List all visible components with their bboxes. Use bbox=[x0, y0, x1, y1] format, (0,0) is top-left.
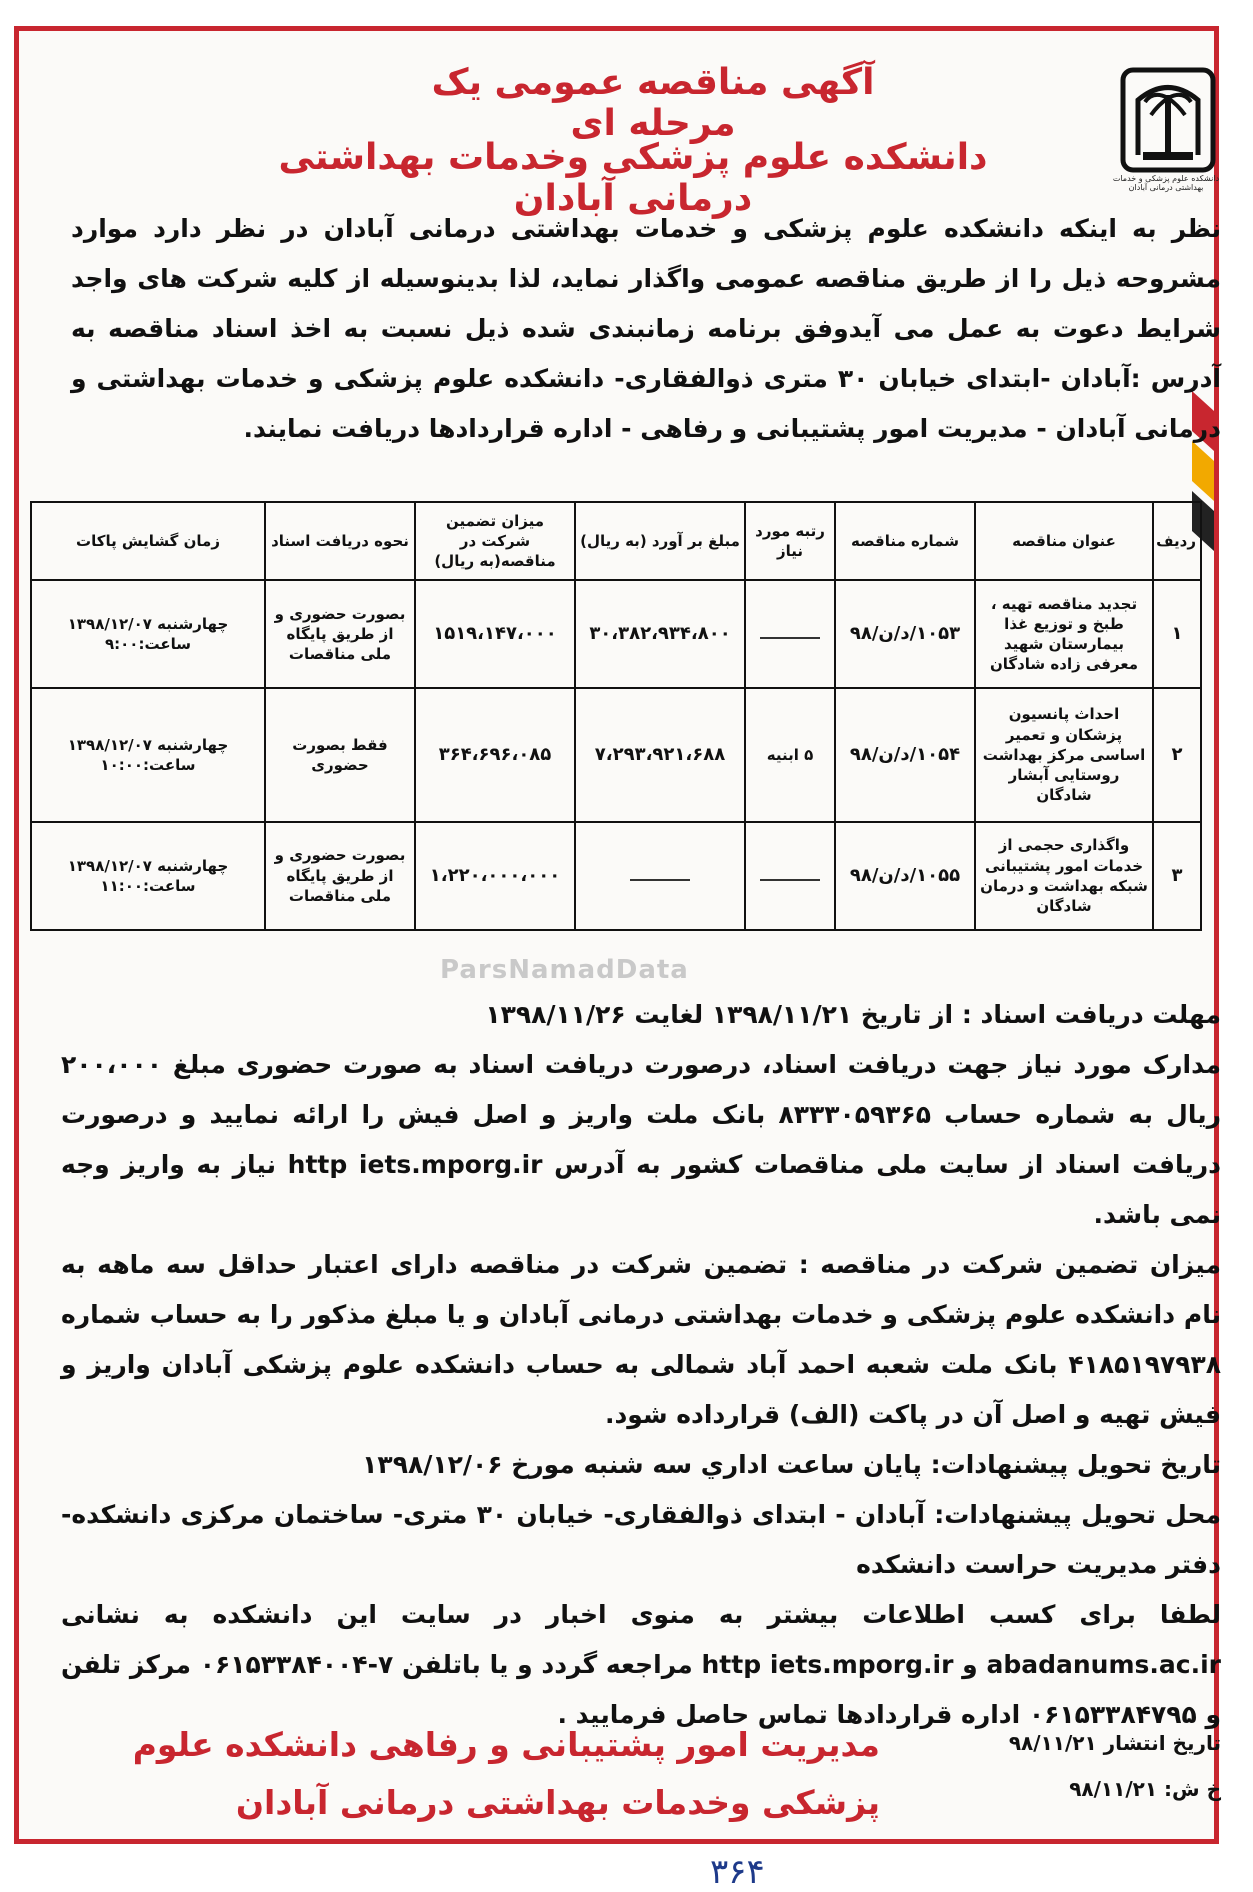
estimate-amount: ۷،۲۹۳،۹۲۱،۶۸۸ bbox=[575, 688, 745, 821]
guarantee-amount: ۱،۲۲۰،۰۰۰،۰۰۰ bbox=[415, 822, 575, 930]
col-header-grade: رتبه مورد نیاز bbox=[745, 502, 835, 580]
document-method: بصورت حضوری و از طریق پایگاه ملی مناقصات bbox=[265, 822, 415, 930]
publication-info bbox=[971, 1720, 1221, 1812]
intro-paragraph: نظر به اینکه دانشکده علوم پزشکی و خدمات بهداشتی درمانی آبادان در نظر دارد موارد مشروحه ذیل را از طریق مناقصه عمومی واگذار نماید، لذا بدینوسیله از کلیه شرکت های واجد شرایط دعوت به عمل می آیدوفق برنامه زمانبندی شده ذیل نسبت به اخذ اسناد مناقصه به آدرس :آبادان -ابتدای خیابان ۳۰ متری ذوالفقاری- دانشکده علوم پزشکی و خدمات بهداشتی و درمانی آبادان - مدیریت امور پشتیبانی و رفاهی - اداره قراردادها دریافت نمایند. bbox=[71, 214, 1221, 443]
opening-time: چهارشنبه ۱۳۹۸/۱۲/۰۷ ساعت:۱۱:۰۰ bbox=[31, 822, 265, 930]
tender-number: ۱۰۵۵/د/ن/۹۸ bbox=[835, 822, 975, 930]
opening-time: چهارشنبه ۱۳۹۸/۱۲/۰۷ ساعت:۱۰:۰۰ bbox=[31, 688, 265, 821]
col-header-guarantee: میزان تضمین شرکت در مناقصه(به ریال) bbox=[415, 502, 575, 580]
grade-cell bbox=[745, 580, 835, 688]
guarantee-details: میزان تضمین شرکت در مناقصه : تضمین شرکت در مناقصه دارای اعتبار حداقل سه ماهه به نام دانشکده علوم پزشکی و خدمات بهداشتی درمانی آبادان و یا مبلغ مذکور را به حساب شماره ۴۱۸۵۱۹۷۹۳۸ بانک ملت شعبه احمد آباد شمالی به حساب دانشکده علوم پزشکی آبادان واریز و فیش تهیه و اصل آن در پاکت (الف) قرارداده شود. bbox=[61, 1250, 1221, 1429]
empty-dash bbox=[760, 637, 820, 639]
empty-dash bbox=[760, 879, 820, 881]
required-documents: مدارک مورد نیاز جهت دریافت اسناد، درصورت دریافت اسناد به صورت حضوری مبلغ ۲۰۰،۰۰۰ ریال به شماره حساب ۸۳۳۳۰۵۹۳۶۵ بانک ملت واریز و اصل فیش را ارائه نمایید و درصورت دریافت اسناد از سایت ملی مناقصات کشور به آدرس http iets.mporg.ir نیاز به واریز وجه نمی باشد. bbox=[61, 1050, 1221, 1229]
row-number: ۲ bbox=[1153, 688, 1201, 821]
issuer-signature: مدیریت امور پشتیبانی و رفاهی دانشکده علوم پزشکی وخدمات بهداشتی درمانی آبادان bbox=[132, 1725, 880, 1822]
grade-cell: ۵ ابنیه bbox=[745, 688, 835, 821]
col-header-method: نحوه دریافت اسناد bbox=[265, 502, 415, 580]
col-header-estimate: مبلغ بر آورد (به ریال) bbox=[575, 502, 745, 580]
empty-dash bbox=[630, 879, 690, 881]
conditions-section bbox=[61, 990, 1221, 1740]
opening-time: چهارشنبه ۱۳۹۸/۱۲/۰۷ ساعت:۹:۰۰ bbox=[31, 580, 265, 688]
tender-title: احداث پانسیون پزشکان و تعمیر اساسی مرکز بهداشت روستایی آبشار شادگان bbox=[975, 688, 1153, 821]
estimate-cell bbox=[575, 822, 745, 930]
handwritten-note: ۳۶۴ bbox=[710, 1852, 765, 1892]
tender-table bbox=[30, 501, 1202, 931]
table-row bbox=[31, 688, 1201, 821]
submission-date: تاریخ تحویل پیشنهادات: پایان ساعت اداري سه شنبه مورخ ۱۳۹۸/۱۲/۰۶ bbox=[362, 1450, 1221, 1479]
tender-title: تجدید مناقصه تهیه ، طبخ و توزیع غذا بیمارستان شهید معرفی زاده شادگان bbox=[975, 580, 1153, 688]
table-row bbox=[31, 822, 1201, 930]
logo-caption: دانشکده علوم پزشکی و خدمات بهداشتی درمانی آبادان bbox=[1112, 174, 1220, 192]
tender-number: ۱۰۵۳/د/ن/۹۸ bbox=[835, 580, 975, 688]
row-number: ۳ bbox=[1153, 822, 1201, 930]
grade-cell bbox=[745, 822, 835, 930]
university-logo-icon bbox=[1113, 60, 1223, 180]
submission-place: محل تحویل پیشنهادات: آبادان - ابتدای ذوالفقاری- خیابان ۳۰ متری- ساختمان مرکزی دانشکده- دفتر مدیریت حراست دانشکده bbox=[61, 1500, 1221, 1579]
watermark: ParsNamadData bbox=[440, 955, 689, 985]
tender-number: ۱۰۵۴/د/ن/۹۸ bbox=[835, 688, 975, 821]
document-deadline: مهلت دریافت اسناد : از تاریخ ۱۳۹۸/۱۱/۲۱ لغایت ۱۳۹۸/۱۱/۲۶ bbox=[485, 1000, 1221, 1029]
guarantee-amount: ۳۶۴،۶۹۶،۰۸۵ bbox=[415, 688, 575, 821]
col-header-tender-number: شماره مناقصه bbox=[835, 502, 975, 580]
col-header-title: عنوان مناقصه bbox=[975, 502, 1153, 580]
col-header-row-number: ردیف bbox=[1153, 502, 1201, 580]
table-header-row bbox=[31, 502, 1201, 580]
col-header-opening: زمان گشایش پاکات bbox=[31, 502, 265, 580]
row-number: ۱ bbox=[1153, 580, 1201, 688]
document-method: بصورت حضوری و از طریق پایگاه ملی مناقصات bbox=[265, 580, 415, 688]
tender-title: واگذاری حجمی از خدمات امور پشتیبانی شبکه بهداشت و درمان شادگان bbox=[975, 822, 1153, 930]
guarantee-amount: ۱۵۱۹،۱۴۷،۰۰۰ bbox=[415, 580, 575, 688]
estimate-amount: ۳۰،۳۸۲،۹۳۴،۸۰۰ bbox=[575, 580, 745, 688]
table-row bbox=[31, 580, 1201, 688]
publish-code: خ ش: ۹۸/۱۱/۲۱ bbox=[1069, 1777, 1221, 1801]
ad-subtitle: دانشکده علوم پزشکی وخدمات بهداشتی درمانی آبادان bbox=[278, 137, 988, 219]
publish-date: تاریخ انتشار ۹۸/۱۱/۲۱ bbox=[1008, 1731, 1221, 1755]
document-method: فقط بصورت حضوری bbox=[265, 688, 415, 821]
contact-info: لطفا برای کسب اطلاعات بیشتر به منوی اخبار در سایت این دانشکده به نشانی abadanums.ac.ir و http iets.mporg.ir مراجعه گردد و یا باتلفن ۷-۰۶۱۵۳۳۸۴۰۰۴ مرکز تلفن و ۰۶۱۵۳۳۸۴۷۹۵ اداره قراردادها تماس حاصل فرمایید . bbox=[61, 1600, 1221, 1729]
ad-title: آگهی مناقصه عمومی یک مرحله ای bbox=[431, 62, 875, 144]
